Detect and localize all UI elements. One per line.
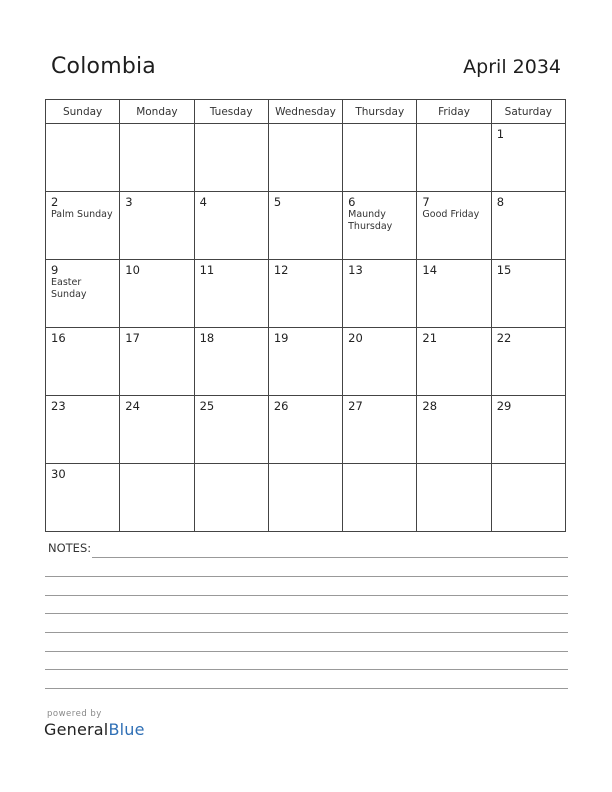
note-line bbox=[45, 576, 568, 577]
day-cell bbox=[268, 328, 342, 396]
day-cell bbox=[194, 396, 268, 464]
day-cell bbox=[343, 328, 417, 396]
notes-label: NOTES: bbox=[48, 541, 92, 555]
day-cell bbox=[268, 396, 342, 464]
day-number: 19 bbox=[273, 331, 289, 345]
day-number: 28 bbox=[422, 399, 438, 413]
day-number: 17 bbox=[125, 331, 140, 345]
day-number: 20 bbox=[348, 331, 363, 345]
day-cell bbox=[120, 464, 194, 532]
day-cell bbox=[120, 396, 194, 464]
week-row bbox=[46, 328, 566, 396]
holiday-label: Easter Sunday bbox=[51, 277, 87, 300]
day-number: 30 bbox=[51, 467, 66, 481]
day-number: 8 bbox=[496, 195, 505, 209]
day-cell bbox=[343, 260, 417, 328]
day-cell bbox=[343, 396, 417, 464]
day-cell bbox=[268, 464, 342, 532]
day-cell bbox=[120, 328, 194, 396]
day-cell bbox=[417, 192, 491, 260]
day-cell bbox=[417, 464, 491, 532]
weekday-header: Thursday bbox=[343, 100, 417, 124]
holiday-label: Good Friday bbox=[422, 209, 480, 220]
day-number: 14 bbox=[422, 263, 438, 277]
day-number: 1 bbox=[496, 127, 505, 141]
day-cell bbox=[46, 464, 120, 532]
day-number: 7 bbox=[422, 195, 430, 209]
day-cell bbox=[417, 396, 491, 464]
week-row bbox=[46, 124, 566, 192]
day-cell bbox=[491, 396, 565, 464]
day-number: 3 bbox=[125, 195, 133, 209]
day-number: 12 bbox=[273, 263, 289, 277]
weekday-header: Friday bbox=[417, 100, 491, 124]
day-number: 13 bbox=[348, 263, 363, 277]
day-cell bbox=[491, 124, 565, 192]
holiday-label: Palm Sunday bbox=[51, 209, 113, 220]
day-cell bbox=[194, 260, 268, 328]
day-cell bbox=[343, 192, 417, 260]
day-cell bbox=[120, 192, 194, 260]
week-row bbox=[46, 396, 566, 464]
day-cell bbox=[194, 124, 268, 192]
day-number: 16 bbox=[51, 331, 66, 345]
day-cell bbox=[417, 328, 491, 396]
day-number: 5 bbox=[273, 195, 282, 209]
day-cell bbox=[491, 260, 565, 328]
calendar-grid bbox=[45, 99, 566, 532]
holiday-label: Maundy Thursday bbox=[348, 209, 393, 232]
week-row bbox=[46, 192, 566, 260]
day-number: 23 bbox=[51, 399, 66, 413]
weekday-header: Sunday bbox=[46, 100, 120, 124]
day-number: 15 bbox=[496, 263, 512, 277]
logo-blue: Blue bbox=[108, 720, 145, 739]
note-line bbox=[45, 632, 568, 633]
day-number: 29 bbox=[496, 399, 512, 413]
weekday-header: Saturday bbox=[491, 100, 565, 124]
month-year-title: April 2034 bbox=[463, 56, 561, 78]
day-cell bbox=[268, 192, 342, 260]
weekday-header: Wednesday bbox=[268, 100, 342, 124]
day-cell bbox=[491, 464, 565, 532]
week-row bbox=[46, 464, 566, 532]
day-cell bbox=[343, 464, 417, 532]
day-cell bbox=[268, 124, 342, 192]
weekday-header-row bbox=[46, 100, 566, 124]
day-cell bbox=[417, 124, 491, 192]
day-cell bbox=[46, 192, 120, 260]
day-cell bbox=[491, 192, 565, 260]
day-cell bbox=[46, 328, 120, 396]
generalblue-logo[interactable] bbox=[44, 720, 145, 739]
day-number: 11 bbox=[199, 263, 215, 277]
powered-by-text: powered by bbox=[47, 709, 102, 719]
day-number: 2 bbox=[51, 195, 59, 209]
day-number: 27 bbox=[348, 399, 363, 413]
day-number: 9 bbox=[51, 263, 59, 277]
day-cell bbox=[46, 396, 120, 464]
day-cell bbox=[194, 192, 268, 260]
note-line bbox=[45, 595, 568, 596]
weekday-header: Tuesday bbox=[194, 100, 268, 124]
day-cell bbox=[120, 260, 194, 328]
note-line bbox=[45, 613, 568, 614]
day-number: 10 bbox=[125, 263, 140, 277]
day-cell bbox=[46, 260, 120, 328]
day-number: 22 bbox=[496, 331, 512, 345]
day-number: 4 bbox=[199, 195, 207, 209]
day-number: 18 bbox=[199, 331, 215, 345]
day-number: 24 bbox=[125, 399, 140, 413]
day-number: 6 bbox=[348, 195, 356, 209]
day-cell bbox=[417, 260, 491, 328]
day-cell bbox=[120, 124, 194, 192]
note-line bbox=[45, 688, 568, 689]
day-cell bbox=[343, 124, 417, 192]
day-cell bbox=[194, 464, 268, 532]
note-line bbox=[45, 669, 568, 670]
weekday-header: Monday bbox=[120, 100, 194, 124]
country-title: Colombia bbox=[51, 54, 156, 79]
note-line bbox=[45, 651, 568, 652]
day-cell bbox=[491, 328, 565, 396]
day-cell bbox=[268, 260, 342, 328]
logo-general: General bbox=[44, 720, 109, 739]
day-cell bbox=[46, 124, 120, 192]
week-row bbox=[46, 260, 566, 328]
day-number: 26 bbox=[273, 399, 289, 413]
day-number: 21 bbox=[422, 331, 438, 345]
day-cell bbox=[194, 328, 268, 396]
day-number: 25 bbox=[199, 399, 215, 413]
note-line bbox=[92, 557, 568, 558]
